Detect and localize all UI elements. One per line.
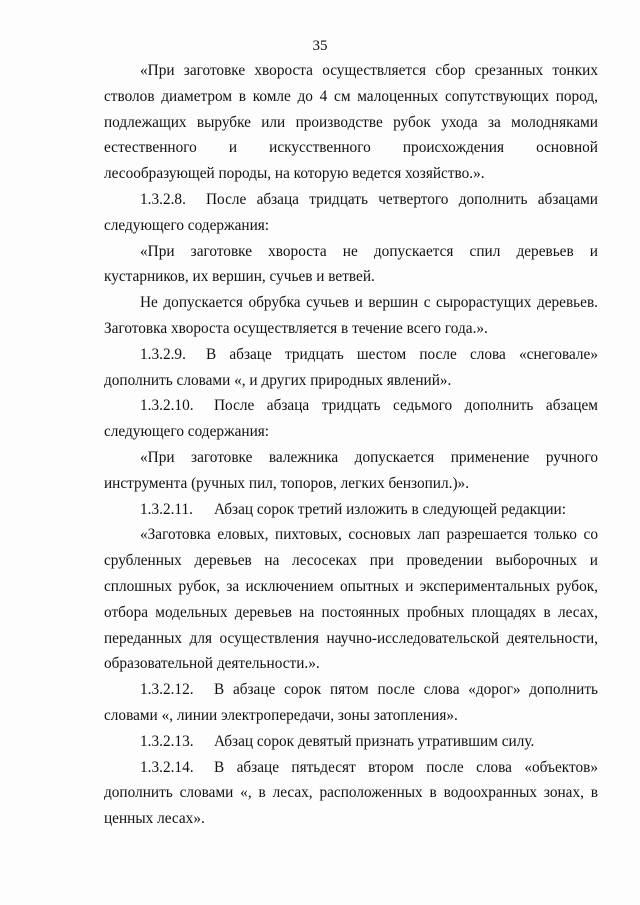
paragraph-text: «При заготовке валежника допускается применение ручного инструмента (ручных пил, топоров, легких бензопил.)». bbox=[104, 448, 598, 492]
paragraph-text: Абзац сорок третий изложить в следующей редакции: bbox=[214, 500, 566, 518]
paragraph bbox=[104, 677, 598, 729]
clause-number: 1.3.2.9. bbox=[140, 345, 186, 363]
document-body bbox=[104, 58, 598, 832]
paragraph bbox=[104, 342, 598, 394]
paragraph bbox=[104, 522, 598, 677]
paragraph bbox=[104, 445, 598, 497]
paragraph bbox=[104, 755, 598, 832]
page-number: 35 bbox=[312, 38, 328, 54]
paragraph-text: В абзаце пятьдесят втором после слова «объектов» дополнить словами «, в лесах, расположенных в водоохранных зонах, в ценных лесах». bbox=[104, 758, 598, 828]
paragraph-text: «Заготовка еловых, пихтовых, сосновых лап разрешается только со срубленных деревьев на лесосеках при проведении выборочных и сплошных рубок, за исключением опытных и экспериментальных рубок, отбора модельных деревьев на постоянных пробных площадях в лесах, переданных для осуществления научно-исследовательской деятельности, образовательной деятельности.». bbox=[104, 526, 598, 673]
paragraph bbox=[104, 497, 598, 523]
paragraph-text: «При заготовке хвороста не допускается спил деревьев и кустарников, их вершин, сучьев и ветвей. bbox=[104, 242, 598, 286]
clause-number: 1.3.2.10. bbox=[140, 397, 194, 415]
paragraph bbox=[104, 729, 598, 755]
paragraph bbox=[104, 290, 598, 342]
paragraph bbox=[104, 239, 598, 291]
clause-number: 1.3.2.14. bbox=[140, 758, 194, 776]
clause-number: 1.3.2.13. bbox=[140, 732, 194, 750]
paragraph-text: В абзаце тридцать шестом после слова «снеговале» дополнить словами «, и других природных явлений». bbox=[104, 345, 598, 389]
paragraph-text: После абзаца тридцать седьмого дополнить абзацем следующего содержания: bbox=[104, 397, 598, 441]
paragraph-text: Абзац сорок девятый признать утратившим силу. bbox=[214, 732, 535, 750]
paragraph bbox=[104, 58, 598, 187]
paragraph-text: «При заготовке хвороста осуществляется сбор срезанных тонких стволов диаметром в комле до 4 см малоценных сопутствующих пород, подлежащих вырубке или производстве рубок ухода за молодняками естественного и искусственного происхождения основной лесообразующей породы, на которую ведется хозяйство.». bbox=[104, 62, 598, 183]
paragraph-text: После абзаца тридцать четвертого дополнить абзацами следующего содержания: bbox=[104, 190, 598, 234]
paragraph bbox=[104, 393, 598, 445]
clause-number: 1.3.2.8. bbox=[140, 190, 186, 208]
clause-number: 1.3.2.12. bbox=[140, 681, 194, 699]
paragraph-text: В абзаце сорок пятом после слова «дорог» дополнить словами «, линии электропередачи, зоны затопления». bbox=[104, 681, 598, 724]
paragraph bbox=[104, 187, 598, 239]
clause-number: 1.3.2.11. bbox=[140, 500, 193, 518]
paragraph-text: Не допускается обрубка сучьев и вершин с сырорастущих деревьев. Заготовка хвороста осуществляется в течение всего года.». bbox=[104, 294, 598, 337]
